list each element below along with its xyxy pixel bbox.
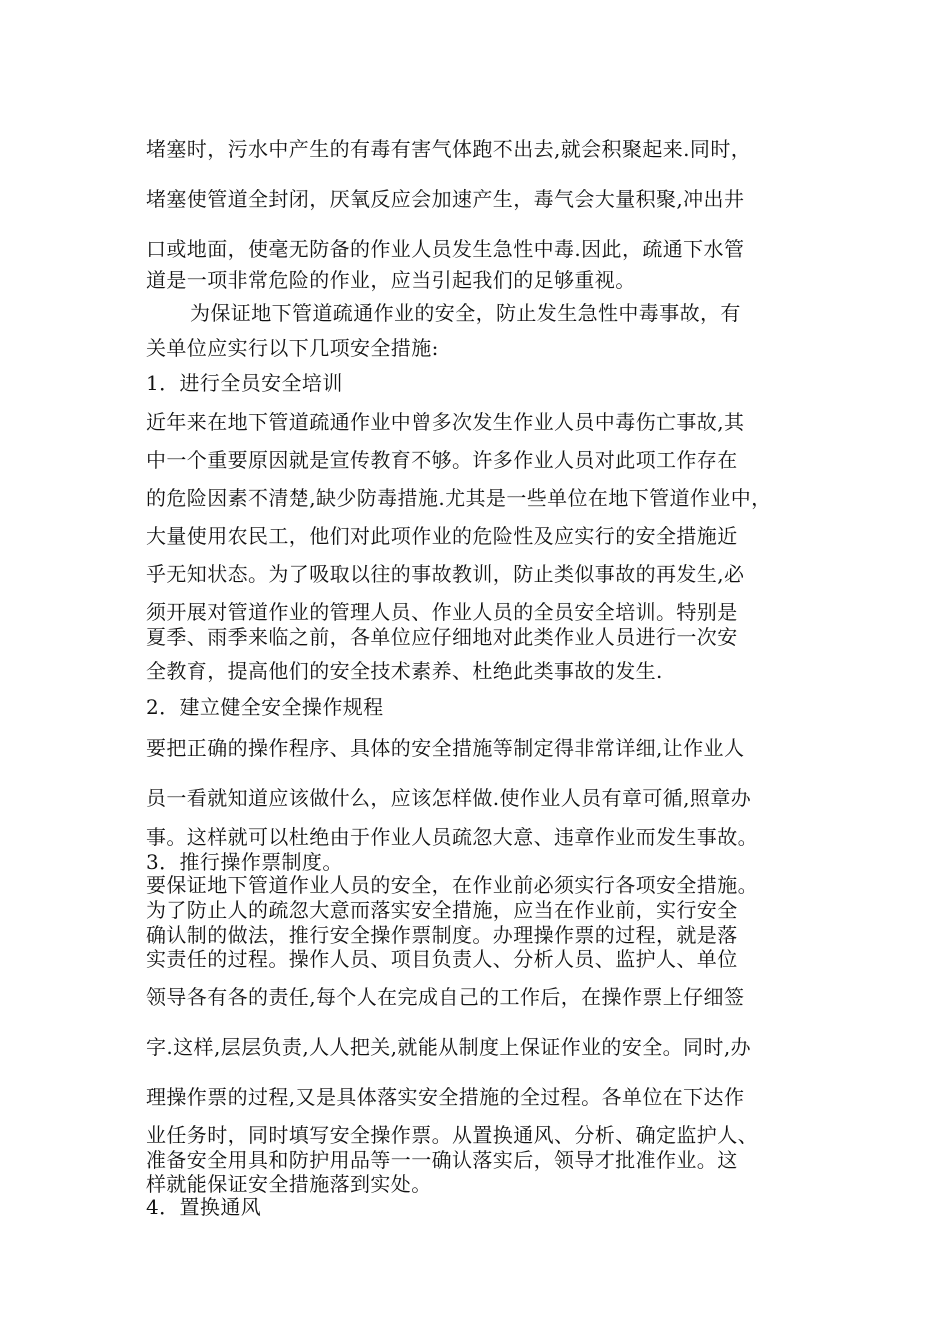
paragraph-line: 全教育，提高他们的安全技术素养、杜绝此类事故的发生. [146,659,663,683]
section-heading: 3．推行操作票制度。 [146,850,343,874]
paragraph-line: 样就能保证安全措施落到实处。 [146,1172,432,1196]
paragraph-line: 业任务时，同时填写安全操作票。从置换通风、分析、确定监护人、 [146,1123,758,1147]
paragraph-line: 须开展对管道作业的管理人员、作业人员的全员安全培训。特别是 [146,600,738,624]
paragraph-line: 实责任的过程。操作人员、项目负责人、分析人员、监护人、单位 [146,947,738,971]
paragraph-line: 的危险因素不清楚,缺少防毒措施.尤其是一些单位在地下管道作业中， [146,486,772,510]
paragraph-line: 要保证地下管道作业人员的安全，在作业前必须实行各项安全措施。 [146,873,758,897]
paragraph-line: 口或地面，使毫无防备的作业人员发生急性中毒.因此，疏通下水管 [146,237,745,261]
paragraph-line: 近年来在地下管道疏通作业中曾多次发生作业人员中毒伤亡事故,其 [146,410,745,434]
paragraph-line: 领导各有各的责任,每个人在完成自己的工作后，在操作票上仔细签 [146,985,745,1009]
paragraph-line: 确认制的做法，推行安全操作票制度。办理操作票的过程，就是落 [146,923,738,947]
section-heading: 4．置换通风 [146,1195,262,1219]
paragraph-line: 夏季、雨季来临之前，各单位应仔细地对此类作业人员进行一次安 [146,625,738,649]
paragraph-line: 道是一项非常危险的作业，应当引起我们的足够重视。 [146,268,636,292]
paragraph-line: 为了防止人的疏忽大意而落实安全措施，应当在作业前，实行安全 [146,898,738,922]
paragraph-line: 为保证地下管道疏通作业的安全，防止发生急性中毒事故，有 [190,301,741,325]
paragraph-line: 乎无知状态。为了吸取以往的事故教训，防止类似事故的再发生,必 [146,562,745,586]
paragraph-line: 员一看就知道应该做什么，应该怎样做.使作业人员有章可循,照章办 [146,786,752,810]
section-heading: 1．进行全员安全培训 [146,371,343,395]
paragraph-line: 中一个重要原因就是宣传教育不够。许多作业人员对此项工作存在 [146,448,738,472]
paragraph-line: 要把正确的操作程序、具体的安全措施等制定得非常详细,让作业人 [146,736,745,760]
section-heading: 2．建立健全安全操作规程 [146,695,384,719]
paragraph-line: 大量使用农民工，他们对此项作业的危险性及应实行的安全措施近 [146,524,738,548]
paragraph-line: 堵塞使管道全封闭，厌氧反应会加速产生，毒气会大量积聚,冲出井 [146,187,745,211]
paragraph-line: 事。这样就可以杜绝由于作业人员疏忽大意、违章作业而发生事故。 [146,825,758,849]
paragraph-line: 关单位应实行以下几项安全措施: [146,336,439,360]
paragraph-line: 堵塞时，污水中产生的有毒有害气体跑不出去,就会积聚起来.同时， [146,137,752,161]
paragraph-line: 字.这样,层层负责,人人把关,就能从制度上保证作业的安全。同时,办 [146,1035,751,1059]
paragraph-line: 准备安全用具和防护用品等一一确认落实后，领导才批准作业。这 [146,1148,738,1172]
paragraph-line: 理操作票的过程,又是具体落实安全措施的全过程。各单位在下达作 [146,1085,745,1109]
